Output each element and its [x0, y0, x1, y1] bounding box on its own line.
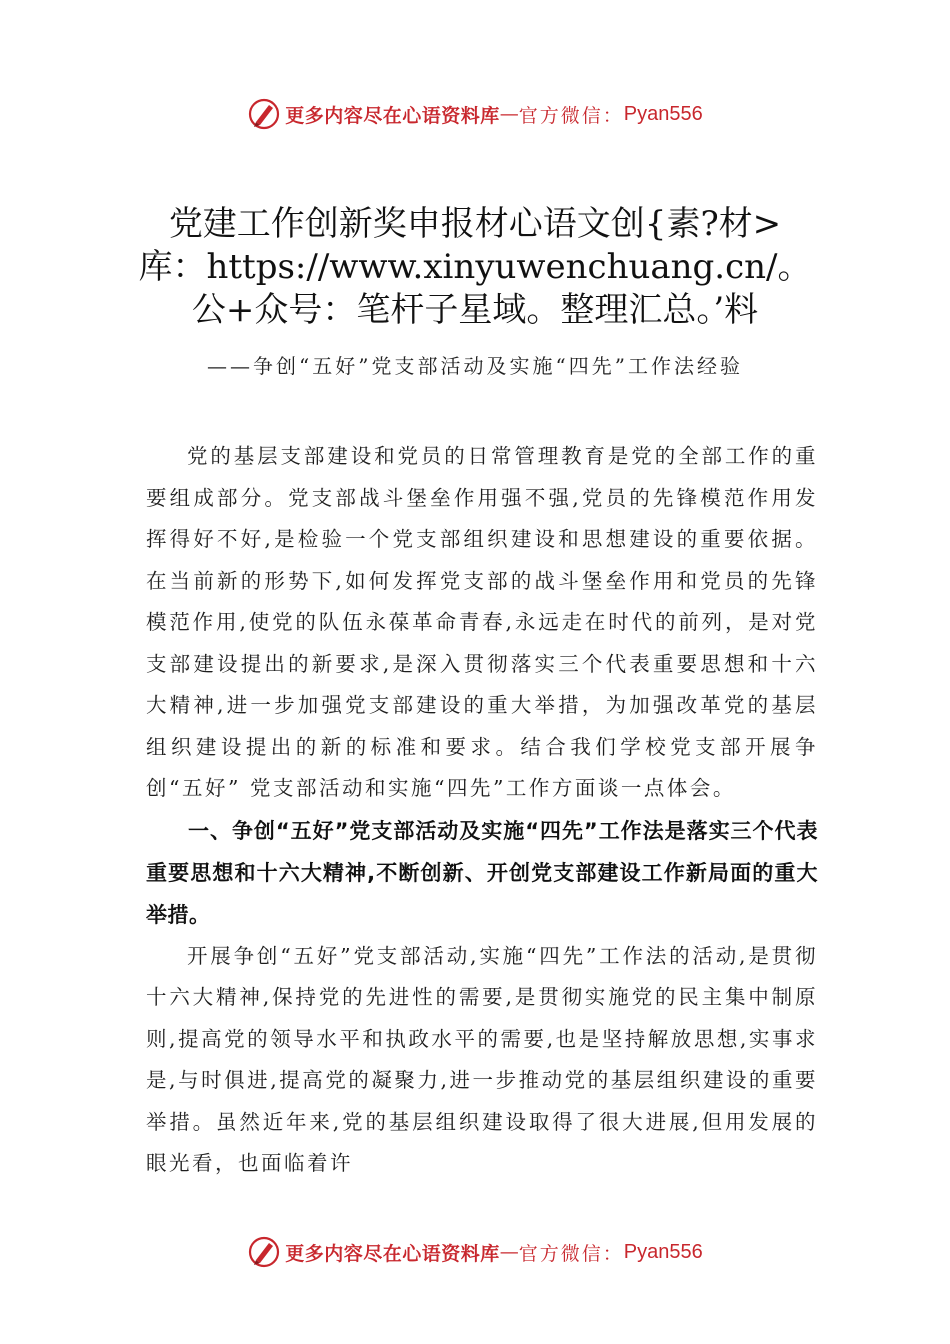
banner-separator: — — [499, 1241, 519, 1263]
title-line-3: 公+众号：笔杆子星域。整理汇总。’料 — [191, 290, 759, 330]
banner-main-text: 更多内容尽在心语资料库 — [285, 104, 500, 127]
section-heading-1: 一、争创“五好”党支部活动及实施“四先”工作法是落实三个代表重要思想和十六大精神,不断创新、开创党支部建设工作新局面的重大举措。 — [146, 818, 818, 927]
footer-banner — [0, 1232, 950, 1272]
banner-separator: — — [499, 103, 519, 125]
banner-wechat-id: Pyan556 — [623, 102, 703, 125]
banner-wechat-id: Pyan556 — [623, 1240, 703, 1263]
title-line-2: 库：https://www.xinyuwenchuang.cn/。 — [138, 247, 812, 287]
banner-wechat-label: 官方微信： — [518, 104, 624, 127]
title-line-1: 党建工作创新奖申报材心语文创{素?材> — [168, 204, 782, 244]
header-banner — [0, 94, 950, 134]
document-title — [100, 203, 850, 332]
banner-main-text: 更多内容尽在心语资料库 — [285, 1242, 500, 1265]
paragraph-intro: 党的基层支部建设和党员的日常管理教育是党的全部工作的重要组成部分。党支部战斗堡垒作用强不强,党员的先锋模范作用发挥得好不好,是检验一个党支部组织建设和思想建设的重要依据。在当前新的形势下,如何发挥党支部的战斗堡垒作用和党员的先锋模范作用,使党的队伍永葆革命青春,永远走在时代的前列，是对党支部建设提出的新要求,是深入贯彻落实三个代表重要思想和十六大精神,进一步加强党支部建设的重大举措，为加强改革党的基层组织建设提出的新的标准和要求。结合我们学校党支部开展争创“五好” 党支部活动和实施“四先”工作方面谈一点体会。 — [146, 444, 818, 800]
document-subtitle: ——争创“五好”党支部活动及实施“四先”工作法经验 — [207, 354, 743, 378]
pen-nib-logo-icon — [247, 1235, 281, 1269]
banner-wechat-label: 官方微信： — [518, 1242, 624, 1265]
document-body — [146, 436, 818, 1185]
pen-nib-logo-icon — [247, 97, 281, 131]
paragraph-section-1: 开展争创“五好”党支部活动,实施“四先”工作法的活动,是贯彻十六大精神,保持党的先进性的需要,是贯彻实施党的民主集中制原则,提高党的领导水平和执政水平的需要,也是坚持解放思想,实事求是,与时俱进,提高党的凝聚力,进一步推动党的基层组织建设的重要举措。虽然近年来,党的基层组织建设取得了很大进展,但用发展的眼光看，也面临着许 — [146, 943, 818, 1175]
